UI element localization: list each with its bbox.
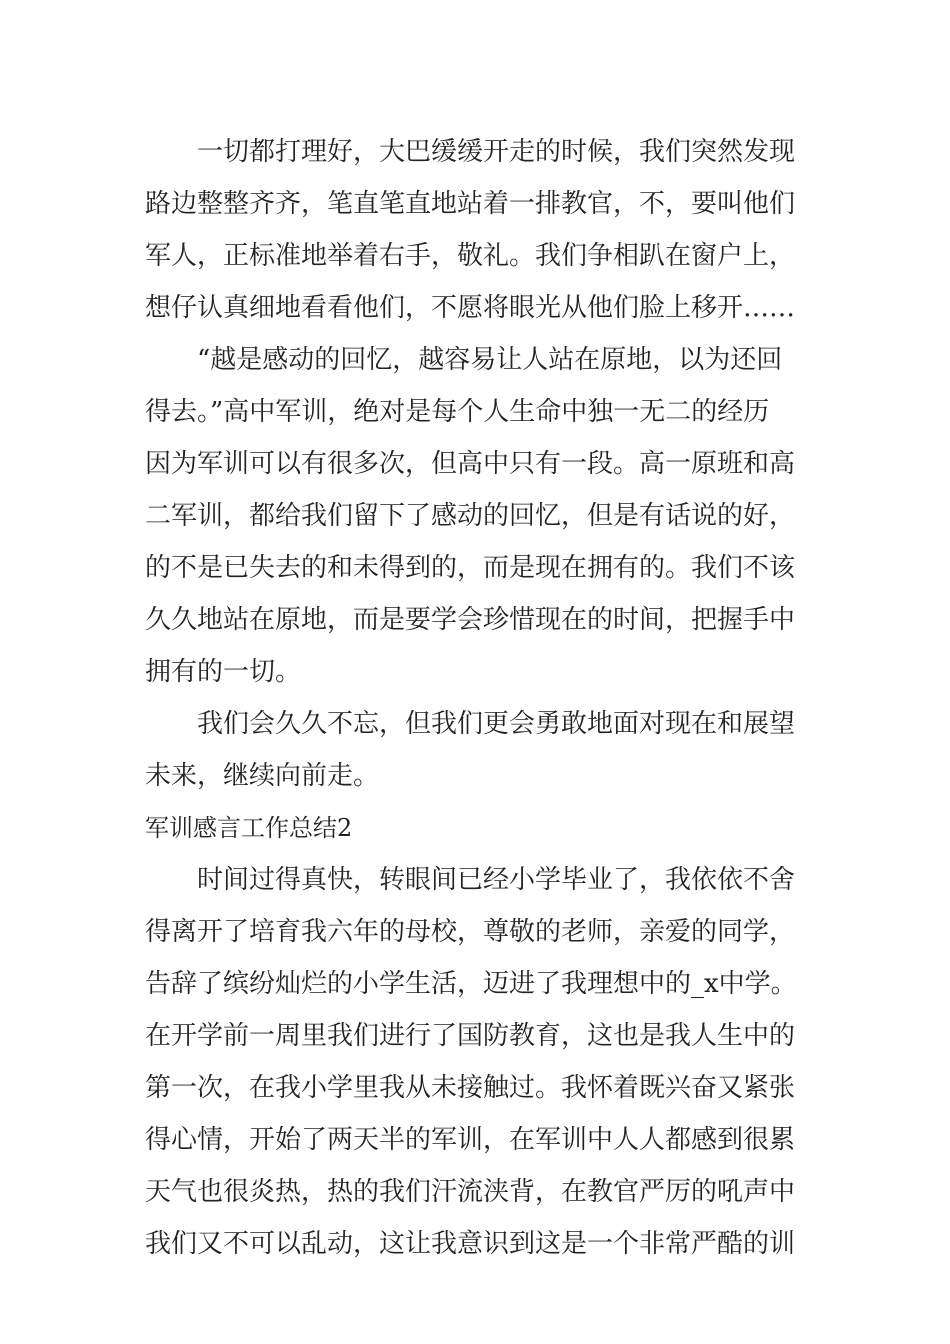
paragraph-line: 想仔认真细地看看他们，不愿将眼光从他们脸上移开……	[145, 293, 796, 323]
paragraph-line: 路边整整齐齐，笔直笔直地站着一排教官，不，要叫他们	[145, 189, 796, 219]
paragraph-line: 我们会久久不忘，但我们更会勇敢地面对现在和展望	[197, 709, 796, 739]
paragraph-line: 未来，继续向前走。	[145, 761, 380, 791]
paragraph-line: 的不是已失去的和未得到的，而是现在拥有的。我们不该	[145, 553, 796, 583]
paragraph-line: 得去。”高中军训，绝对是每个人生命中独一无二的经历	[145, 397, 770, 427]
paragraph-line: “越是感动的回忆，越容易让人站在原地，以为还回	[197, 345, 783, 375]
paragraph-line: 久久地站在原地，而是要学会珍惜现在的时间，把握手中	[145, 605, 796, 635]
paragraph-line: 天气也很炎热，热的我们汗流浃背，在教官严厉的吼声中	[145, 1177, 796, 1207]
paragraph-line: 二军训，都给我们留下了感动的回忆，但是有话说的好，	[145, 501, 796, 531]
paragraph-line: 得离开了培育我六年的母校，尊敬的老师，亲爱的同学，	[145, 917, 796, 947]
paragraph-line: 告辞了缤纷灿烂的小学生活，迈进了我理想中的_x中学。	[145, 969, 797, 999]
paragraph-line: 得心情，开始了两天半的军训，在军训中人人都感到很累	[145, 1125, 796, 1155]
paragraph-line: 因为军训可以有很多次，但高中只有一段。高一原班和高	[145, 449, 796, 479]
paragraph-line: 拥有的一切。	[145, 657, 302, 687]
document-body	[145, 126, 810, 1270]
paragraph-line: 在开学前一周里我们进行了国防教育，这也是我人生中的	[145, 1021, 796, 1051]
paragraph-line: 军人，正标准地举着右手，敬礼。我们争相趴在窗户上，	[145, 241, 796, 271]
paragraph-line: 时间过得真快，转眼间已经小学毕业了，我依依不舍	[197, 865, 796, 895]
paragraph-line: 第一次，在我小学里我从未接触过。我怀着既兴奋又紧张	[145, 1073, 796, 1103]
section-heading: 军训感言工作总结2	[145, 814, 353, 842]
paragraph-line: 我们又不可以乱动，这让我意识到这是一个非常严酷的训	[145, 1229, 796, 1259]
paragraph-line: 一切都打理好，大巴缓缓开走的时候，我们突然发现	[197, 137, 796, 167]
